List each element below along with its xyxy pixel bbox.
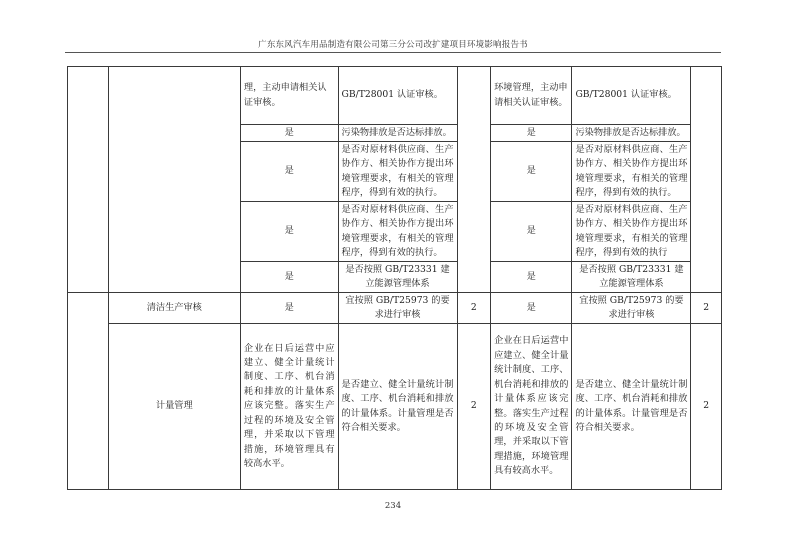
table-cell: GB/T28001 认证审核。 [572,67,691,125]
score-cell: 2 [691,324,722,490]
header-divider [65,52,721,53]
table-cell: 宜按照 GB/T25973 的要求进行审核 [572,293,691,324]
indicator-cell [108,67,240,293]
table-row [68,293,722,324]
table-cell: 是 [240,293,338,324]
category-cell [68,67,109,293]
indicator-cell: 计量管理 [108,324,240,490]
page-number: 234 [384,501,402,511]
table-cell: 理，主动申请相关认证审核。 [240,67,338,125]
table-cell: 是 [240,125,338,142]
table-cell: 是否对原材料供应商、生产协作方、相关协作方提出环境管理要求，有相关的管理程序，得到有效的执行 [572,202,691,262]
table-row [68,324,722,490]
table-cell: 是 [240,142,338,202]
table-cell: 企业在日后运营中应建立、健全计量统计制度、工序、机台消耗和排放的计量体系应该完整。落实生产过程的环境及安全管理，并采取以下管理措施，环境管理具有较高水平。 [491,324,572,490]
score-cell [457,67,491,293]
table-cell: 是否对原材料供应商、生产协作方、相关协作方提出环境管理要求，有相关的管理程序，得到有效的执行。 [338,202,457,262]
table-cell: 是否建立、健全计量统计制度、工序、机台消耗和排放的计量体系。计量管理是否符合相关要求。 [572,324,691,490]
table-cell: 是否按照 GB/T23331 建立能源管理体系 [572,262,691,293]
table-cell: 是 [491,293,572,324]
table-cell: 是 [491,262,572,293]
table-cell: 污染物排放是否达标排放。 [572,125,691,142]
table-cell: 污染物排放是否达标排放。 [338,125,457,142]
score-cell: 2 [691,293,722,324]
score-cell: 2 [457,293,491,324]
score-cell [691,67,722,293]
table-cell: 环境管理，主动申请相关认证审核。 [491,67,572,125]
table-cell: 是 [240,202,338,262]
table-cell: 企业在日后运营中应建立、健全计量统计制度、工序、机台消耗和排放的计量体系应该完整。落实生产过程的环境及安全管理，并采取以下管理措施，环境管理具有较高水平。 [240,324,338,490]
table-cell: 是否对原材料供应商、生产协作方、相关协作方提出环境管理要求，有相关的管理程序，得到有效的执行。 [338,142,457,202]
table-cell: 是 [240,262,338,293]
table-cell: GB/T28001 认证审核。 [338,67,457,125]
table-cell: 是 [491,202,572,262]
score-cell: 2 [457,324,491,490]
indicator-cell: 清洁生产审核 [108,293,240,324]
table-cell: 是 [491,142,572,202]
table-cell: 是 [491,125,572,142]
evaluation-table [67,66,722,490]
table-cell: 是否按照 GB/T23331 建立能源管理体系 [338,262,457,293]
table-cell: 宜按照 GB/T25973 的要求进行审核 [338,293,457,324]
category-cell [68,293,109,490]
table-row [68,67,722,125]
table-cell: 是否建立、健全计量统计制度、工序、机台消耗和排放的计量体系。计量管理是否符合相关要求。 [338,324,457,490]
table-cell: 是否对原材料供应商、生产协作方、相关协作方提出环境管理要求，有相关的管理程序，得到有效的执行。 [572,142,691,202]
page-header-title: 广东东风汽车用品制造有限公司第三分公司改扩建项目环境影响报告书 [258,40,528,50]
